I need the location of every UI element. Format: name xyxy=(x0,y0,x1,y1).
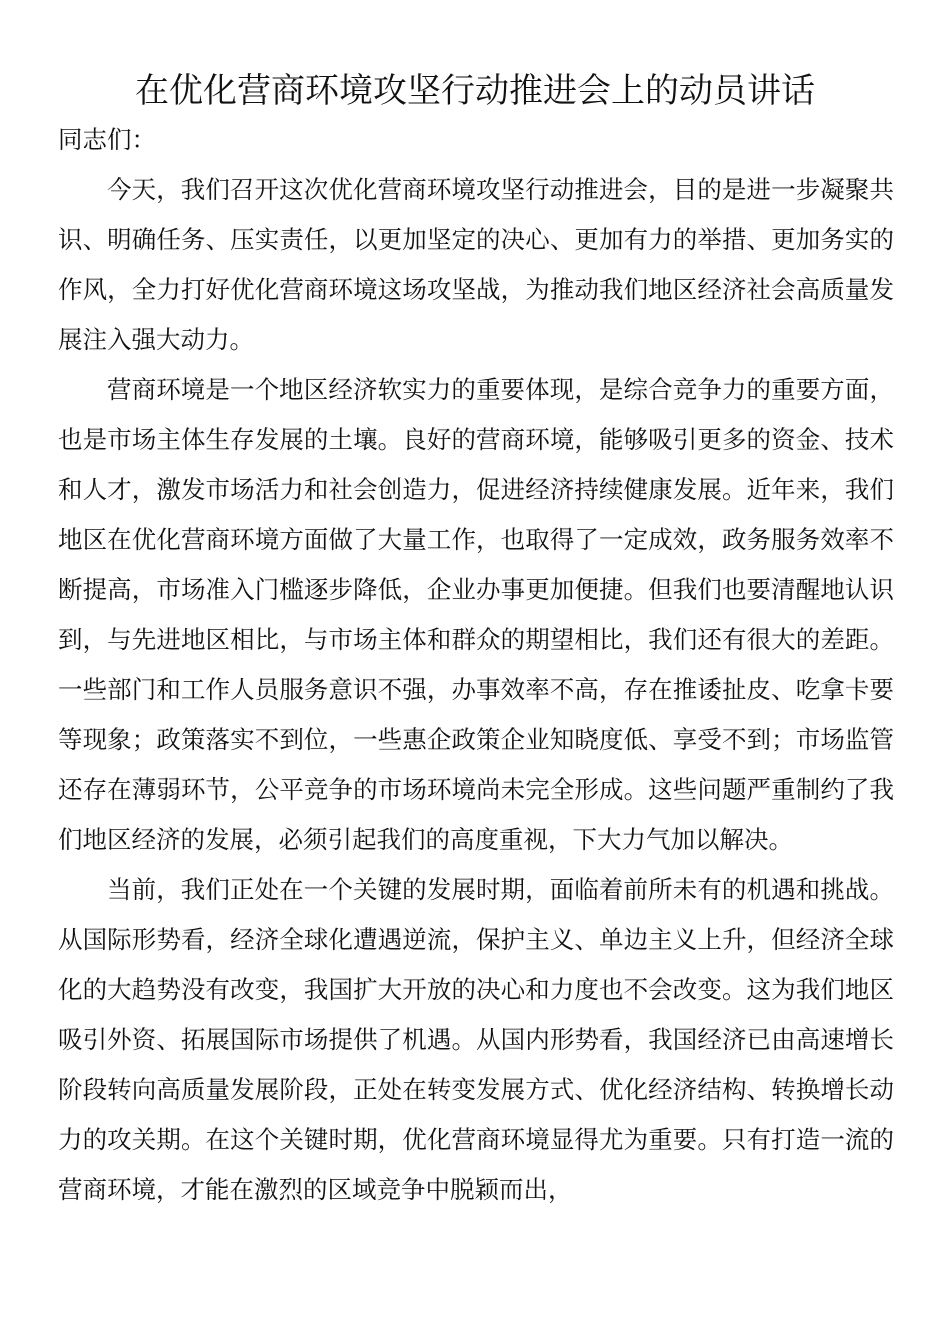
paragraph-2: 营商环境是一个地区经济软实力的重要体现，是综合竞争力的重要方面，也是市场主体生存发展的土壤。良好的营商环境，能够吸引更多的资金、技术和人才，激发市场活力和社会创造力，促进经济持续健康发展。近年来，我们地区在优化营商环境方面做了大量工作，也取得了一定成效，政务服务效率不断提高，市场准入门槛逐步降低，企业办事更加便捷。但我们也要清醒地认识到，与先进地区相比，与市场主体和群众的期望相比，我们还有很大的差距。一些部门和工作人员服务意识不强，办事效率不高，存在推诿扯皮、吃拿卡要等现象；政策落实不到位，一些惠企政策企业知晓度低、享受不到；市场监管还存在薄弱环节，公平竞争的市场环境尚未完全形成。这些问题严重制约了我们地区经济的发展，必须引起我们的高度重视，下大力气加以解决。 xyxy=(58,375,894,854)
paragraph-3: 当前，我们正处在一个关键的发展时期，面临着前所未有的机遇和挑战。从国际形势看，经济全球化遭遇逆流，保护主义、单边主义上升，但经济全球化的大趋势没有改变，我国扩大开放的决心和力度也不会改变。这为我们地区吸引外资、拓展国际市场提供了机遇。从国内形势看，我国经济已由高速增长阶段转向高质量发展阶段，正处在转变发展方式、优化经济结构、转换增长动力的攻关期。在这个关键时期，优化营商环境显得尤为重要。只有打造一流的营商环境，才能在激烈的区域竞争中脱颖而出， xyxy=(58,875,894,1204)
document-title: 在优化营商环境攻坚行动推进会上的动员讲话 xyxy=(135,71,815,111)
salutation: 同志们： xyxy=(58,125,156,154)
paragraph-1: 今天，我们召开这次优化营商环境攻坚行动推进会，目的是进一步凝聚共识、明确任务、压实责任，以更加坚定的决心、更加有力的举措、更加务实的作风，全力打好优化营商环境这场攻坚战，为推动我们地区经济社会高质量发展注入强大动力。 xyxy=(58,175,894,354)
document-body xyxy=(58,115,894,1215)
